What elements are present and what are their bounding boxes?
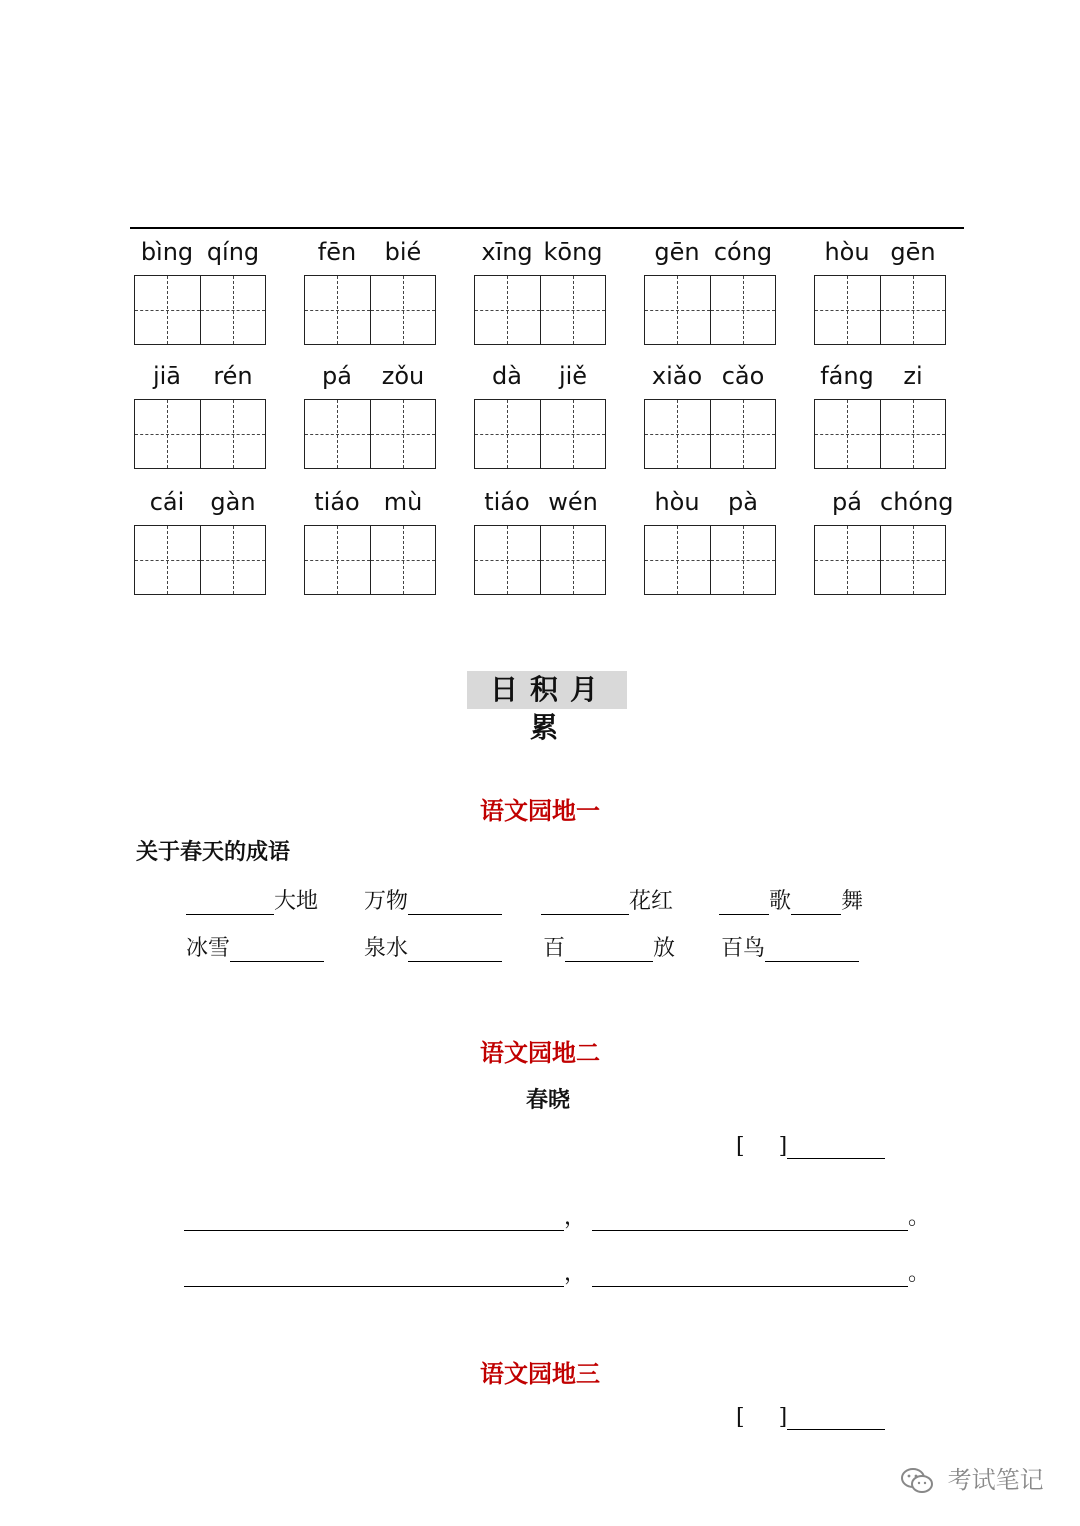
pinyin-label xyxy=(644,238,776,270)
pinyin-word xyxy=(134,488,266,608)
pinyin-syllable: fēn xyxy=(317,238,357,266)
idiom-1: 大地 xyxy=(186,884,318,915)
writing-cell[interactable] xyxy=(371,525,437,595)
writing-cell[interactable] xyxy=(371,399,437,469)
blank[interactable] xyxy=(408,892,502,915)
pinyin-label xyxy=(304,238,436,270)
writing-cell[interactable] xyxy=(881,275,947,345)
writing-cell[interactable] xyxy=(711,399,777,469)
section-title-1: 语文园地一 xyxy=(480,797,600,825)
author-blank[interactable] xyxy=(787,1407,885,1430)
author-blank[interactable] xyxy=(787,1136,885,1159)
pinyin-label xyxy=(644,362,776,394)
author-line-3: [ ] xyxy=(736,1405,885,1430)
pinyin-syllable: cái xyxy=(149,488,185,516)
idiom-8: 百鸟 xyxy=(721,931,859,962)
writing-boxes xyxy=(814,275,946,345)
writing-cell[interactable] xyxy=(304,525,371,595)
pinyin-label xyxy=(814,488,954,520)
pinyin-syllable: tiáo xyxy=(484,488,530,516)
pinyin-syllable: zi xyxy=(903,362,923,390)
pinyin-syllable: qíng xyxy=(206,238,260,266)
writing-cell[interactable] xyxy=(814,525,881,595)
writing-cell[interactable] xyxy=(644,399,711,469)
pinyin-syllable: dà xyxy=(492,362,522,390)
pinyin-syllable: fáng xyxy=(820,362,874,390)
writing-cell[interactable] xyxy=(881,399,947,469)
writing-boxes xyxy=(814,399,946,469)
pinyin-label xyxy=(474,362,606,394)
pinyin-word xyxy=(304,238,436,358)
blank[interactable] xyxy=(592,1208,908,1231)
pinyin-syllable: cóng xyxy=(713,238,773,266)
writing-cell[interactable] xyxy=(644,275,711,345)
section-title-3: 语文园地三 xyxy=(480,1360,600,1388)
idiom-3: 花红 xyxy=(541,884,673,915)
writing-cell[interactable] xyxy=(711,275,777,345)
author-line: [ ] xyxy=(736,1134,885,1159)
section-heading: 日积月累 xyxy=(467,671,627,709)
pinyin-syllable: cǎo xyxy=(721,362,765,390)
pinyin-word xyxy=(474,238,606,358)
poem-title: 春晓 xyxy=(525,1087,570,1113)
pinyin-word xyxy=(474,488,606,608)
writing-boxes xyxy=(814,525,946,595)
wechat-icon xyxy=(900,1466,948,1494)
pinyin-syllable: bié xyxy=(384,238,422,266)
pinyin-word xyxy=(814,488,954,608)
writing-boxes xyxy=(134,525,266,595)
pinyin-word xyxy=(304,488,436,608)
writing-boxes xyxy=(304,525,436,595)
idiom-5: 冰雪 xyxy=(186,931,324,962)
writing-cell[interactable] xyxy=(541,275,607,345)
pinyin-word xyxy=(814,362,946,482)
writing-cell[interactable] xyxy=(541,525,607,595)
pinyin-syllable: xiǎo xyxy=(651,362,703,390)
section-title-2: 语文园地二 xyxy=(480,1039,600,1067)
writing-cell[interactable] xyxy=(814,399,881,469)
pinyin-label xyxy=(134,362,266,394)
writing-cell[interactable] xyxy=(201,525,267,595)
pinyin-label xyxy=(304,362,436,394)
writing-boxes xyxy=(134,399,266,469)
idiom-subtitle: 关于春天的成语 xyxy=(136,839,291,865)
writing-boxes xyxy=(474,275,606,345)
blank[interactable] xyxy=(230,939,324,962)
pinyin-syllable: kōng xyxy=(543,238,603,266)
writing-cell[interactable] xyxy=(201,399,267,469)
pinyin-grid xyxy=(0,0,1080,620)
pinyin-syllable: gàn xyxy=(210,488,256,516)
pinyin-word xyxy=(474,362,606,482)
pinyin-word xyxy=(644,362,776,482)
writing-boxes xyxy=(644,399,776,469)
pinyin-label xyxy=(134,488,266,520)
pinyin-label xyxy=(814,362,946,394)
pinyin-syllable: bìng xyxy=(140,238,194,266)
writing-cell[interactable] xyxy=(474,275,541,345)
pinyin-syllable: pá xyxy=(832,488,862,516)
pinyin-label xyxy=(474,488,606,520)
idiom-6: 泉水 xyxy=(364,931,502,962)
writing-cell[interactable] xyxy=(304,275,371,345)
writing-cell[interactable] xyxy=(711,525,777,595)
writing-cell[interactable] xyxy=(474,399,541,469)
pinyin-syllable: jiā xyxy=(152,362,182,390)
pinyin-syllable: rén xyxy=(213,362,253,390)
poem-line-2: ， 。 xyxy=(184,1256,930,1286)
pinyin-syllable: wén xyxy=(548,488,598,516)
blank[interactable] xyxy=(565,939,653,962)
blank[interactable] xyxy=(765,939,859,962)
pinyin-syllable: gēn xyxy=(890,238,936,266)
writing-boxes xyxy=(644,275,776,345)
writing-boxes xyxy=(304,399,436,469)
pinyin-syllable: xīng xyxy=(481,238,533,266)
writing-boxes xyxy=(644,525,776,595)
writing-cell[interactable] xyxy=(134,275,201,345)
pinyin-word xyxy=(134,362,266,482)
pinyin-label xyxy=(474,238,606,270)
pinyin-syllable: jiě xyxy=(558,362,588,390)
pinyin-syllable: hòu xyxy=(654,488,700,516)
watermark: 考试笔记 xyxy=(900,1460,1044,1495)
writing-boxes xyxy=(134,275,266,345)
pinyin-word xyxy=(304,362,436,482)
writing-cell[interactable] xyxy=(371,275,437,345)
pinyin-syllable: gēn xyxy=(654,238,700,266)
writing-cell[interactable] xyxy=(881,525,947,595)
writing-boxes xyxy=(474,525,606,595)
idiom-7: 百 放 xyxy=(543,936,676,961)
pinyin-word xyxy=(134,238,266,358)
writing-cell[interactable] xyxy=(474,525,541,595)
pinyin-word xyxy=(644,238,776,358)
blank[interactable] xyxy=(408,939,502,962)
writing-cell[interactable] xyxy=(644,525,711,595)
pinyin-syllable: pá xyxy=(322,362,352,390)
pinyin-label xyxy=(644,488,776,520)
blank[interactable] xyxy=(184,1264,564,1287)
pinyin-syllable: zǒu xyxy=(381,362,425,390)
writing-cell[interactable] xyxy=(541,399,607,469)
writing-cell[interactable] xyxy=(134,399,201,469)
pinyin-syllable: hòu xyxy=(824,238,870,266)
idiom-4: 歌 舞 xyxy=(719,884,863,915)
writing-cell[interactable] xyxy=(304,399,371,469)
pinyin-syllable: pà xyxy=(728,488,758,516)
pinyin-word xyxy=(814,238,946,358)
pinyin-syllable: tiáo xyxy=(314,488,360,516)
pinyin-syllable: chóng xyxy=(880,488,954,516)
blank[interactable] xyxy=(592,1264,908,1287)
writing-cell[interactable] xyxy=(134,525,201,595)
pinyin-syllable: mù xyxy=(383,488,423,516)
writing-cell[interactable] xyxy=(814,275,881,345)
pinyin-label xyxy=(134,238,266,270)
writing-boxes xyxy=(474,399,606,469)
blank[interactable] xyxy=(719,892,769,915)
poem-line-1: ， 。 xyxy=(184,1200,930,1230)
pinyin-label xyxy=(814,238,946,270)
writing-boxes xyxy=(304,275,436,345)
blank[interactable] xyxy=(184,1208,564,1231)
pinyin-word xyxy=(644,488,776,608)
pinyin-label xyxy=(304,488,436,520)
blank[interactable] xyxy=(186,892,274,915)
idiom-2: 万物 xyxy=(364,884,502,915)
writing-cell[interactable] xyxy=(201,275,267,345)
blank[interactable] xyxy=(791,892,841,915)
blank[interactable] xyxy=(541,892,629,915)
